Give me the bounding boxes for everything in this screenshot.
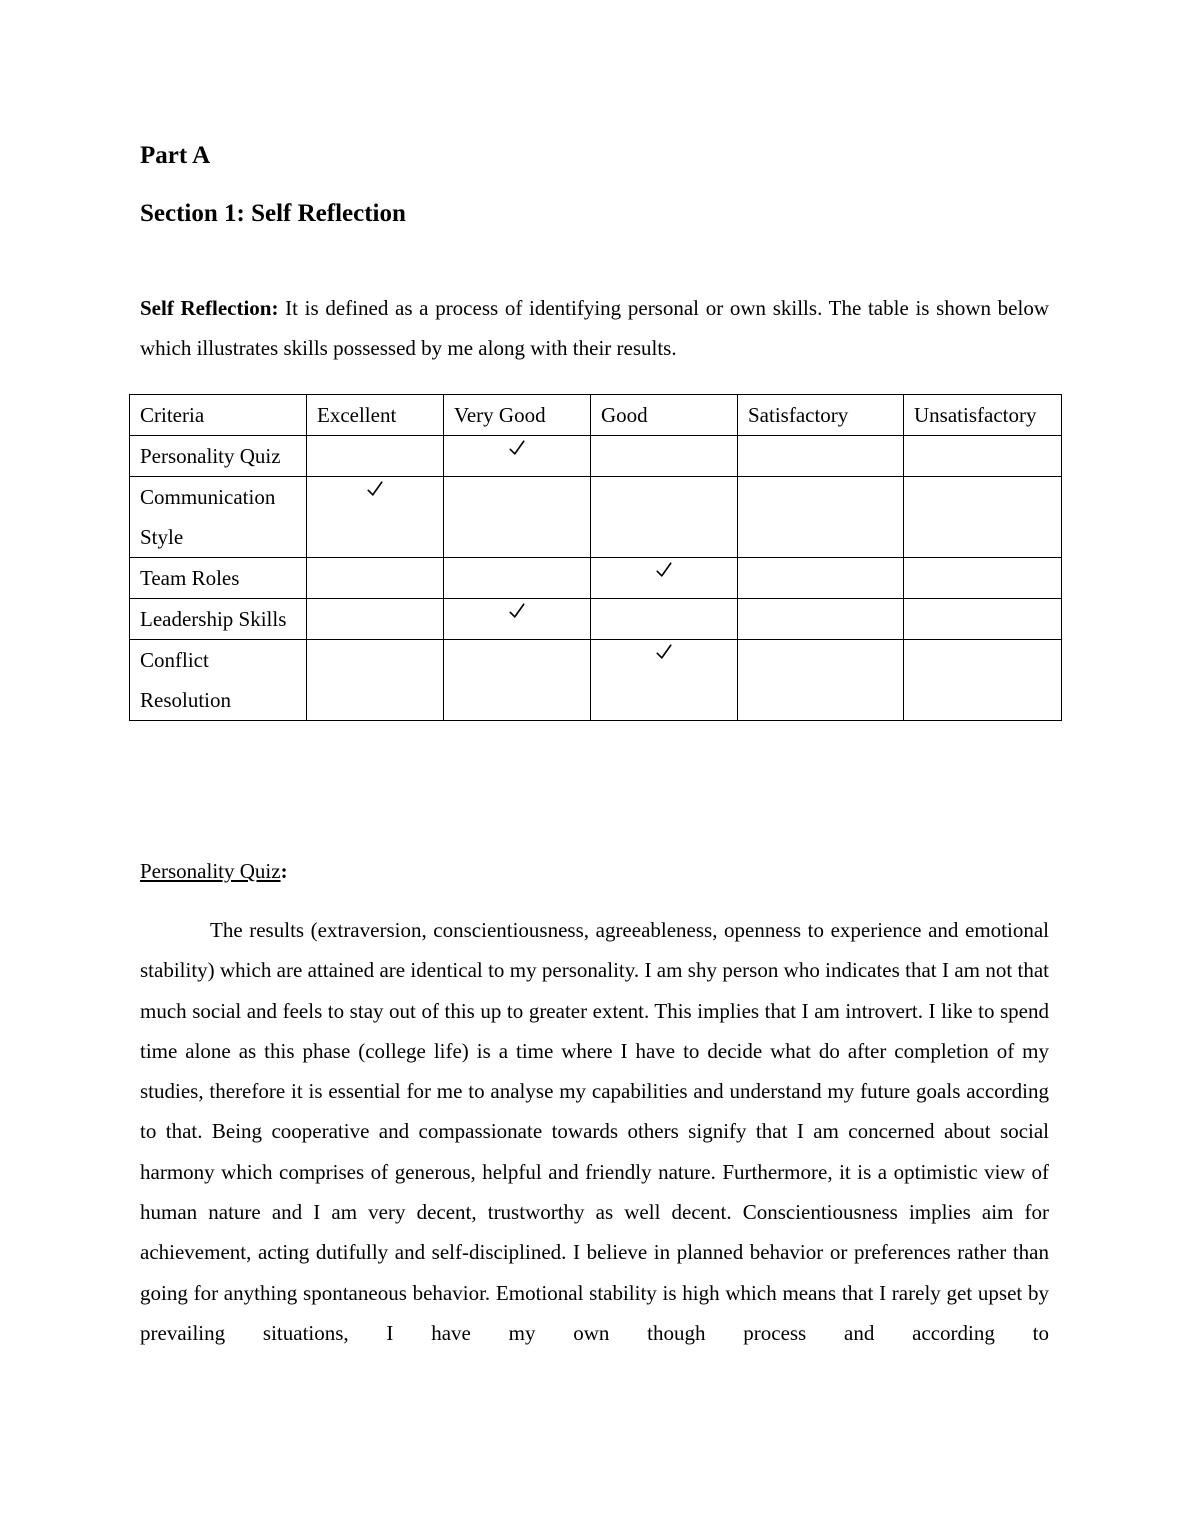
rating-cell <box>307 436 444 477</box>
personality-quiz-heading-text: Personality Quiz <box>140 859 281 883</box>
heading-colon: : <box>280 859 288 883</box>
rating-cell <box>591 640 738 721</box>
rating-cell <box>307 558 444 599</box>
rating-cell <box>904 640 1062 721</box>
rating-cell <box>591 477 738 558</box>
header-cell: Excellent <box>307 395 444 436</box>
header-cell: Unsatisfactory <box>904 395 1062 436</box>
table-row <box>130 599 1062 640</box>
rating-cell <box>904 599 1062 640</box>
criteria-cell: Conflict Resolution <box>130 640 307 721</box>
rating-cell <box>738 640 904 721</box>
rating-cell <box>591 558 738 599</box>
rating-cell <box>307 477 444 558</box>
skills-rating-table <box>129 394 1062 721</box>
rating-cell <box>444 640 591 721</box>
rating-cell <box>904 477 1062 558</box>
rating-cell <box>904 436 1062 477</box>
rating-cell <box>444 436 591 477</box>
check-mark-icon <box>655 643 673 661</box>
criteria-cell: Personality Quiz <box>130 436 307 477</box>
rating-cell <box>738 558 904 599</box>
check-mark-icon <box>655 561 673 579</box>
rating-cell <box>591 436 738 477</box>
rating-cell <box>738 599 904 640</box>
check-mark-icon <box>508 439 526 457</box>
table-header-row <box>130 395 1062 436</box>
header-cell: Very Good <box>444 395 591 436</box>
part-heading: Part A <box>140 142 211 169</box>
check-mark-icon <box>366 480 384 498</box>
header-cell: Criteria <box>130 395 307 436</box>
criteria-cell: Leadership Skills <box>130 599 307 640</box>
rating-cell <box>738 436 904 477</box>
personality-quiz-paragraph: The results (extraversion, conscientiousness, agreeableness, openness to experience and emotional stability) which are attained are identical to my personality. I am shy person who indicates that I am not that much social and feels to stay out of this up to greater extent. This implies that I am introvert. I like to spend time alone as this phase (college life) is a time where I have to decide what do after completion of my studies, therefore it is essential for me to analyse my capabilities and understand my future goals according to that. Being cooperative and compassionate towards others signify that I am concerned about social harmony which comprises of generous, helpful and friendly nature. Furthermore, it is a optimistic view of human nature and I am very decent, trustworthy as well decent. Conscientiousness implies aim for achievement, acting dutifully and self-disciplined. I believe in planned behavior or preferences rather than going for anything spontaneous behavior. Emotional stability is high which means that I rarely get upset by prevailing situations, I have my own though process and according to <box>140 918 1049 1345</box>
table-row <box>130 558 1062 599</box>
rating-cell <box>591 599 738 640</box>
rating-cell <box>738 477 904 558</box>
criteria-cell: Communication Style <box>130 477 307 558</box>
table-row <box>130 640 1062 721</box>
table-row <box>130 436 1062 477</box>
table-row <box>130 477 1062 558</box>
intro-paragraph <box>140 288 1049 369</box>
criteria-cell: Team Roles <box>130 558 307 599</box>
personality-quiz-heading <box>140 851 288 891</box>
rating-cell <box>307 599 444 640</box>
intro-text: It is defined as a process of identifying personal or own skills. The table is shown below which illustrates skills possessed by me along with their results. <box>140 296 1049 361</box>
header-cell: Good <box>591 395 738 436</box>
rating-cell <box>444 558 591 599</box>
rating-cell <box>904 558 1062 599</box>
rating-cell <box>444 477 591 558</box>
check-mark-icon <box>508 602 526 620</box>
section-heading: Section 1: Self Reflection <box>140 200 406 227</box>
rating-cell <box>444 599 591 640</box>
rating-cell <box>307 640 444 721</box>
header-cell: Satisfactory <box>738 395 904 436</box>
intro-label: Self Reflection: <box>140 296 279 320</box>
